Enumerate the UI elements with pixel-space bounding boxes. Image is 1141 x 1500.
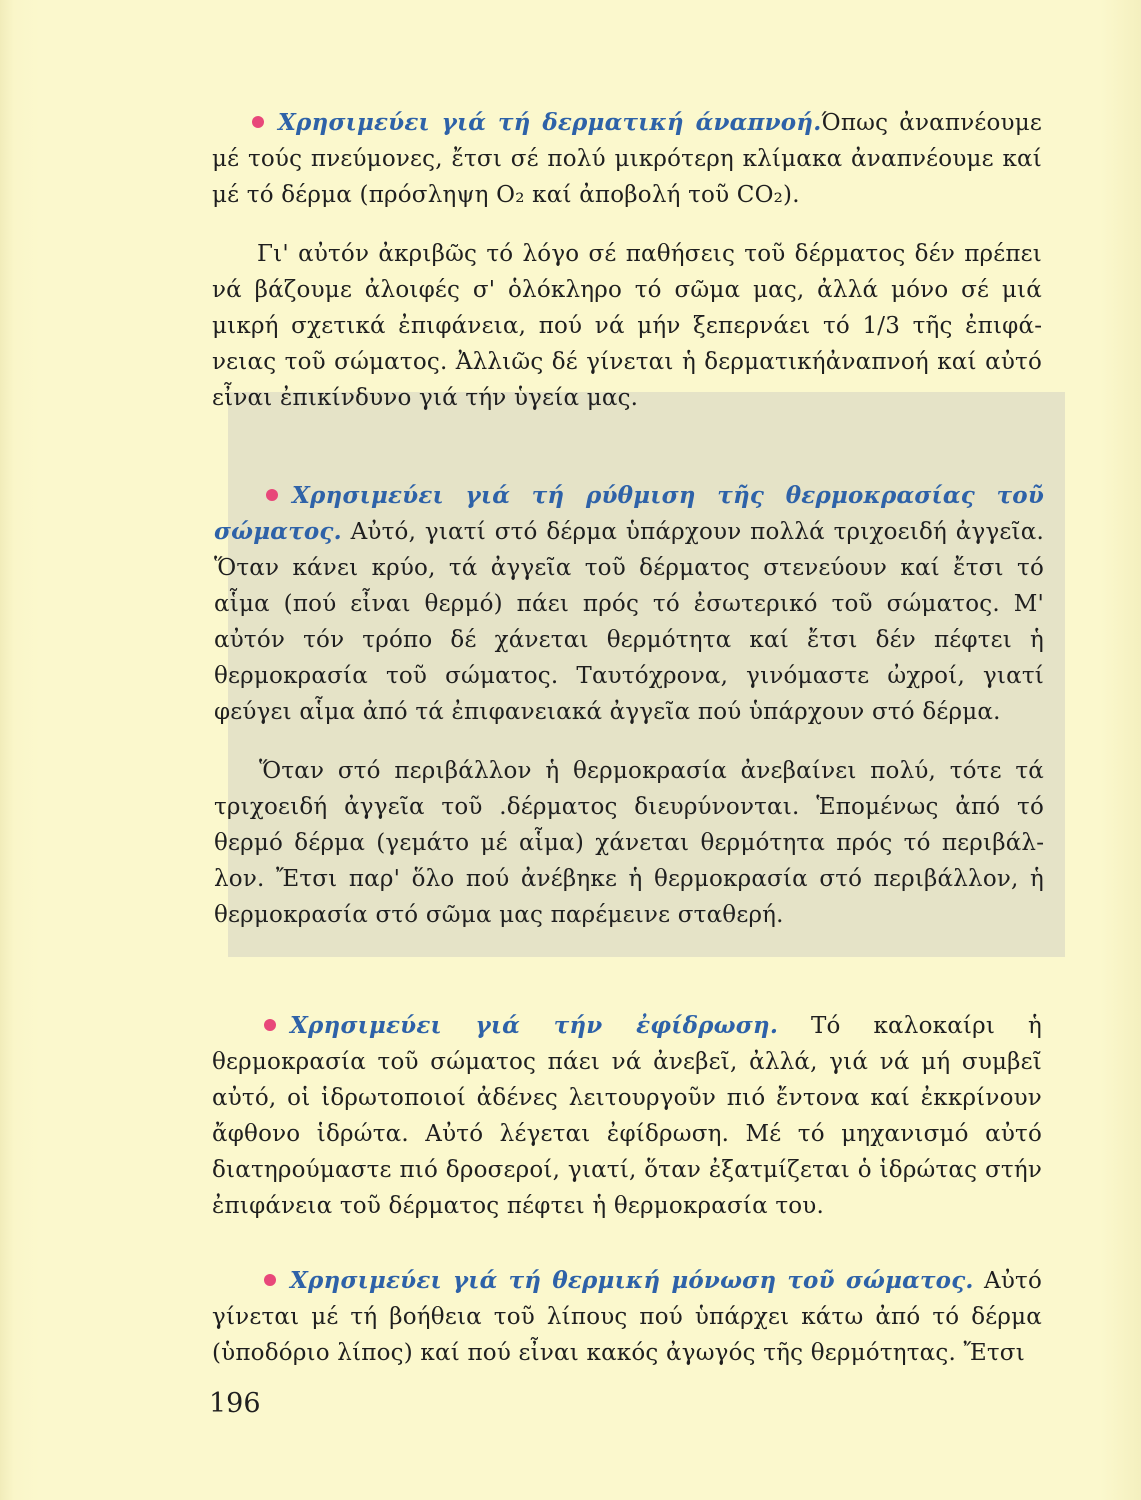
paragraph [214,478,1044,730]
paragraph-text: Αὐτό γίνεται μέ τή βοήθεια τοῦ λίπους πού ὑπάρχει κάτω ἀπό τό δέρμα (ὑποδόριο λίπος) καί πού εἶναι κακός ἀγωγός τῆς θερμότητας. Ἔτσι [212,1268,1043,1366]
paragraph [212,1008,1042,1224]
section-thermal-insulation [212,1263,1042,1371]
section-heading: Χρησιμεύει γιά τή θερμική μόνωση τοῦ σώματος. [290,1267,974,1294]
paragraph [214,753,1044,933]
section-heading: Χρησιμεύει γιά τήν ἐφίδρωση. [290,1012,779,1039]
bullet-icon [264,1274,276,1286]
bullet-icon [264,1019,276,1031]
paragraph-text: Τό καλοκαίρι ἡ θερμοκρασία τοῦ σώματος πάει νά ἀνεβεῖ, ἀλλά, γιά νά μή συμβεῖ αὐτό, οἱ ἱδρωτοποιοί ἀδένες λειτουργοῦν πιό ἔντονα καί ἐκκρίνουν ἄφθονο ἱδρώτα. Αὐτό λέγεται ἐφίδρωση. Μέ τό μηχανισμό αὐτό διατηρούμαστε πιό δροσεροί, γιατί, ὅταν ἐξατμίζεται ὁ ἱδρώτας στήν ἐπιφάνεια τοῦ δέρματος πέφτει ἡ θερμοκρασία του. [212,1013,1042,1219]
section-heading: Χρησιμεύει γιά τή ρύθμιση τῆς θερμοκρασίας τοῦ σώματος. [214,482,1044,545]
section-temperature-regulation [214,478,1044,933]
paragraph [212,236,1042,416]
section-dermal-respiration [212,105,1042,416]
paragraph-text: Γι' αὐτόν ἀκριβῶς τό λόγο σέ παθήσεις τοῦ δέρματος δέν πρέπει νά βάζουμε ἀλοιφές σ' ὁλόκληρο τό σῶμα μας, ἀλλά μόνο σέ μιά μικρή σχετικά ἐπιφάνεια, πού νά μήν ξεπερνάει τό 1/3 τῆς ἐπιφάνειας τοῦ σώματος. Ἀλλιῶς δέ γίνεται ἡ δερματικήἀναπνοή καί αὐτό εἶναι ἐπικίνδυνο γιά τήν ὑγεία μας. [212,241,1042,411]
section-heading: Χρησιμεύει γιά τή δερματική άναπνοή. [278,109,822,136]
paragraph-text: Αὐτό, γιατί στό δέρμα ὑπάρχουν πολλά τριχοειδή ἀγγεῖα. Ὅταν κάνει κρύο, τά ἀγγεῖα τοῦ δέρματος στενεύουν καί ἔτσι τό αἷμα (πού εἶναι θερμό) πάει πρός τό ἐσωτερικό τοῦ σώματος. Μ' αὐτόν τόν τρόπο δέ χάνεται θερμότητα καί ἔτσι δέν πέφτει ἡ θερμοκρασία τοῦ σώματος. Ταυτόχρονα, γινόμαστε ὠχροί, γιατί φεύγει αἷμα ἀπό τά ἐπιφανειακά ἀγγεῖα πού ὑπάρχουν στό δέρμα. [214,519,1045,725]
paragraph [212,1263,1042,1371]
paragraph-text: Ὅταν στό περιβάλλον ἡ θερμοκρασία ἀνεβαίνει πολύ, τότε τά τριχοειδή ἀγγεῖα τοῦ .δέρματος διευρύνονται. Ἑπομένως ἀπό τό θερμό δέρμα (γεμάτο μέ αἷμα) χάνεται θερμότητα πρός τό περιβάλλον. Ἔτσι παρ' ὅλο πού ἀνέβηκε ἡ θερμοκρασία στό περιβάλλον, ἡ θερμοκρασία στό σῶμα μας παρέμεινε σταθερή. [214,758,1044,928]
bullet-icon [252,116,264,128]
page-number: 196 [209,1388,261,1419]
bullet-icon [266,489,278,501]
section-sweating [212,1008,1042,1224]
paragraph-text: Όπως ἀναπνέουμε μέ τούς πνεύμονες, ἔτσι σέ πολύ μικρότερη κλίμακα ἀναπνέουμε καί μέ τό δέρμα (πρόσληψη O₂ καί ἀποβολή τοῦ CO₂). [212,110,1043,208]
paragraph [212,105,1042,213]
